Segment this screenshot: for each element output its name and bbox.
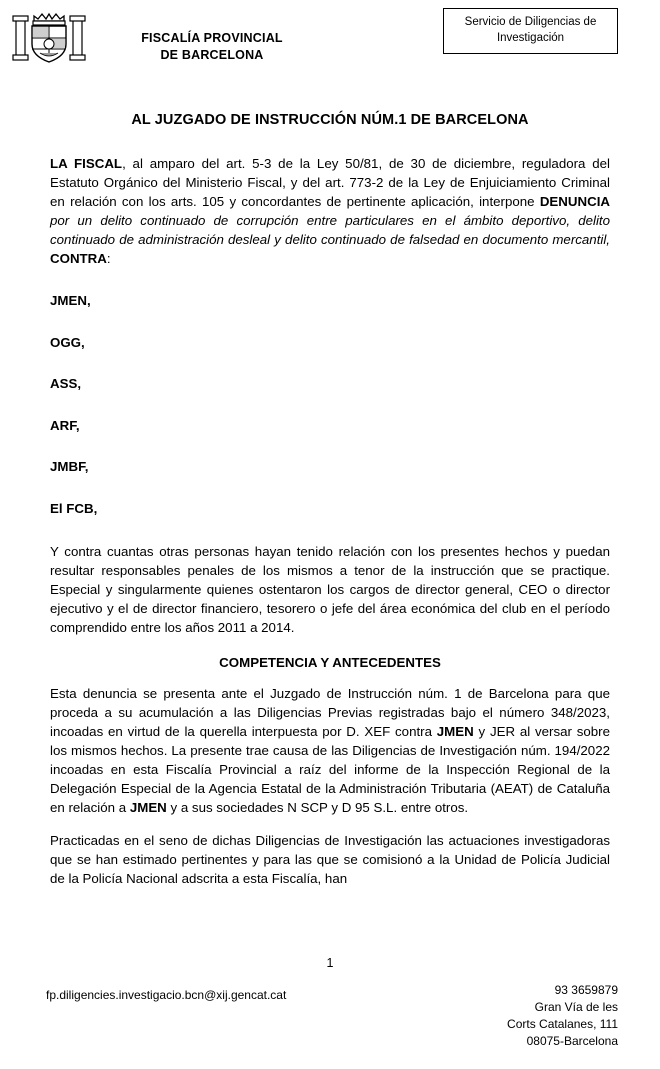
service-box bbox=[443, 8, 618, 54]
footer-email[interactable]: fp.diligencies.investigacio.bcn@xij.gencat.cat bbox=[46, 988, 287, 1002]
defendant-name: JMEN bbox=[50, 293, 87, 308]
page-title: AL JUZGADO DE INSTRUCCIÓN NÚM.1 DE BARCELONA bbox=[131, 112, 529, 128]
body-paragraph-2: Practicadas en el seno de dichas Diligencias de Investigación las actuaciones investigadoras que se han estimado pertinentes y para las que se comisionó a la Unidad de Policía Judicial de la Policía Nacional adscrita a esta Fiscalía, han bbox=[50, 832, 610, 886]
intro-contra: CONTRA bbox=[50, 251, 107, 266]
page-number: 1 bbox=[326, 956, 334, 970]
body-text-1: Esta denuncia se presenta ante el Juzgado de Instrucción núm. 1 de Barcelona para que proceda a su acumulación a las Diligencias Previas registradas bajo el número 348/2023, incoadas en virtud de la querella interpuesta por D. XEF contra bbox=[50, 685, 610, 739]
list-item bbox=[50, 500, 610, 519]
body-text-2: y JER al versar sobre los mismos hechos. La presente trae causa de las Diligencias de Investigación núm. 194/2022 incoadas en esta Fiscalía Provincial a raíz del informe de la Inspección Regional de la Delegación Especial de la Agencia Estatal de la Administración Tributaria (AEAT) de Cataluña en relación a bbox=[50, 723, 610, 815]
body-name-2: JMEN bbox=[129, 799, 167, 815]
list-item bbox=[50, 417, 610, 436]
service-box-line1: Servicio de Diligencias de bbox=[464, 16, 597, 28]
footer-phone: 93 3659879 bbox=[554, 983, 618, 997]
body-text-3: y a sus sociedades N SCP y D 95 S.L. entre otros. bbox=[166, 799, 469, 815]
intro-text-2: por un delito continuado de corrupción entre particulares en el ámbito deportivo, delito continuado de administración desleal y delito continuado de falsedad en documento mercantil, bbox=[50, 213, 610, 247]
body-name-1: JMEN bbox=[436, 723, 474, 739]
spanish-coat-of-arms-icon bbox=[10, 8, 88, 70]
organization-title-line1: FISCALÍA PROVINCIAL bbox=[141, 31, 283, 45]
defendant-name: JMBF, bbox=[50, 459, 89, 475]
defendant-list bbox=[50, 292, 610, 519]
list-item bbox=[50, 375, 610, 394]
footer-address-line1: Gran Vía de les bbox=[534, 1000, 618, 1015]
list-item bbox=[50, 458, 610, 477]
document-body bbox=[50, 104, 610, 902]
list-item bbox=[50, 292, 610, 311]
section-heading-competencia: COMPETENCIA Y ANTECEDENTES bbox=[219, 654, 441, 670]
defendant-tail: , bbox=[77, 376, 82, 392]
defendant-name: ASS bbox=[50, 376, 78, 392]
organization-title bbox=[112, 30, 312, 64]
footer-address-line2: Corts Catalanes, 111 bbox=[507, 1017, 618, 1032]
defendant-tail: , bbox=[81, 334, 85, 350]
footer-address-line3: 08075-Barcelona bbox=[526, 1034, 618, 1049]
intro-denuncia: DENUNCIA bbox=[539, 194, 610, 209]
defendant-name: El FCB, bbox=[50, 501, 98, 517]
document-header bbox=[0, 0, 660, 96]
paragraph-after-parties: Y contra cuantas otras personas hayan tenido relación con los presentes hechos y puedan resultar responsables penales de los mismos a tenor de la instrucción que se practique. Especial y singularmente quienes ostentaron los cargos de director general, CEO o director ejecutivo y el de director financiero, tesorero o jefe del área económica del club en el período comprendido entre los años 2011 a 2014. bbox=[50, 543, 610, 635]
intro-text-3: : bbox=[106, 251, 111, 266]
defendant-tail: , bbox=[86, 293, 91, 308]
service-box-line2: Investigación bbox=[496, 31, 565, 44]
defendant-name: OGG bbox=[50, 334, 82, 350]
body-paragraph-1 bbox=[50, 684, 610, 817]
intro-paragraph bbox=[50, 154, 610, 268]
intro-subject: LA FISCAL bbox=[50, 156, 123, 171]
intro-text-1: , al amparo del art. 5-3 de la Ley 50/81, de 30 de diciembre, reguladora del Estatuto Orgánico del Ministerio Fiscal, y del art. 773-2 de la Ley de Enjuiciamiento Criminal en relación con los arts. 105 y concordantes de pertinente aplicación, interpone bbox=[50, 156, 610, 209]
footer-address bbox=[507, 982, 618, 1050]
defendant-name: ARF, bbox=[50, 417, 80, 433]
list-item bbox=[50, 334, 610, 353]
organization-title-line2: DE BARCELONA bbox=[160, 47, 264, 62]
